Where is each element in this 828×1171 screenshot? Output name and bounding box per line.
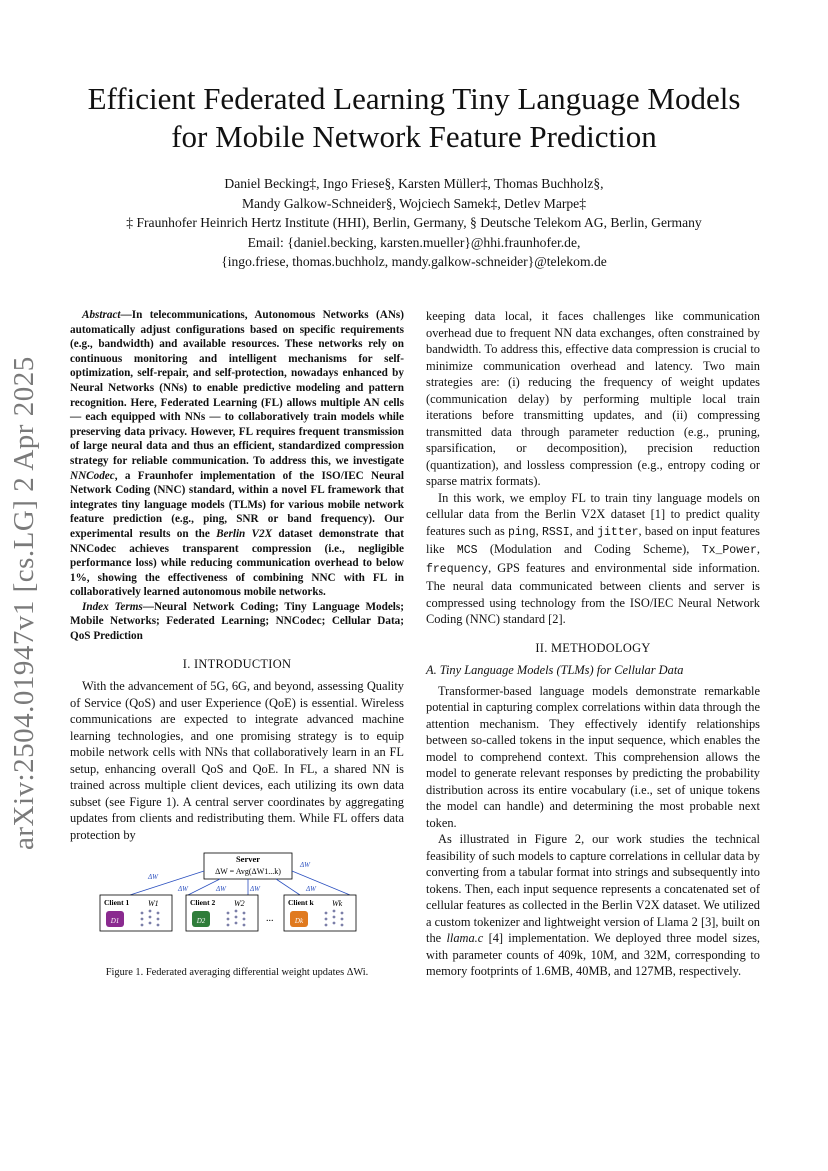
section-heading-introduction: I. INTRODUCTION xyxy=(182,656,292,671)
abstract-nncodec: NNCodec xyxy=(70,469,115,482)
server-formula: ΔW = Avg(ΔW1...k) xyxy=(215,867,281,877)
abstract-text-3: dataset demonstrate that NNCodec achieves transparent compression (i.e., negligible performance loss) while reducing communication overhead to below 1%, showing the effectiveness of combining NNC with FL in collaboratively learned autonomous mobile networks. xyxy=(70,527,404,599)
client-2-data: D2 xyxy=(196,917,206,926)
client-2-weights: W2 xyxy=(234,899,245,909)
email-line-1: Email: {daniel.becking, karsten.mueller}@hhi.fraunhofer.de, xyxy=(247,234,581,250)
feature-tx-power: Tx_Power xyxy=(701,544,757,557)
paper-title xyxy=(40,80,788,156)
feature-mcs: MCS xyxy=(456,544,478,557)
index-terms xyxy=(70,600,404,644)
feature-frequency: frequency xyxy=(426,562,489,576)
svg-text:ΔW: ΔW xyxy=(178,885,188,894)
figure-1-diagram xyxy=(70,849,404,959)
llama-c-ref: llama.c xyxy=(446,931,484,945)
methodology-paragraph-2: As illustrated in Figure 2, our work studies the technical feasibility of such models to capture correlations in cellular data by converting from a tabular format into strings and subsequently into tokens. Then, each input sequence represents a concatenated set of cellular features as collected in the Berlin V2X dataset. We utilized a custom tokenizer and lightweight version of Llama 2 [3], built on the llama.c [4] implementation. We deployed three model sizes, with parameter counts of 409k, 10M, and 32M, corresponding to memory footprints of 1.6MB, 40MB, and 127MB, respectively. xyxy=(426,832,760,978)
right-paragraph-1: keeping data local, it faces challenges like communication overhead due to frequent NN data exchanges, often constrained by bandwidth. To address this, effective data compression is crucial to minimize communication overhead and latency. Two main strategies are: (i) reducing the frequency of weight updates (communication delay) by performing multiple local train iterations before transmitting updates, and (ii) compressing transmitted data through parameter reduction (e.g., pruning, sparsification, or decomposition), precision reduction (quantization), and lossless compression (e.g., entropy coding or sparse matrix formats). xyxy=(426,309,760,488)
abstract-berlin: Berlin V2X xyxy=(216,527,273,540)
svg-text:ΔW: ΔW xyxy=(300,861,310,870)
author-block xyxy=(60,174,768,272)
right-column xyxy=(426,308,760,980)
more-clients-ellipsis: ... xyxy=(266,913,274,925)
svg-text:ΔW: ΔW xyxy=(216,885,226,894)
client-1-label: Client 1 xyxy=(104,898,130,908)
svg-text:ΔW: ΔW xyxy=(306,885,316,894)
svg-text:ΔW: ΔW xyxy=(148,873,158,882)
client-k-data: Dk xyxy=(294,917,304,926)
methodology-paragraph-1: Transformer-based language models demonstrate remarkable potential in capturing complex correlations within data through the attention mechanism. They effectively identify relationships between so-called tokens in the input sequence, which enables the model to comprehend context. This comprehension allows the model to generate relevant responses by predicting the probability distribution across its entire vocabulary (i.e., set of unique tokens the model can handle) and determining the most probable next token. xyxy=(426,683,760,830)
intro-paragraph-1: With the advancement of 5G, 6G, and beyond, assessing Quality of Service (QoS) and user Experience (QoE) is essential. Wireless communications are expected to integrate advanced machine learning technologies, and one promising strategy is to equip mobile network cells with NNs that collaboratively learn in an FL setup, enhancing overall QoS and QoE. In FL, a shared NN is trained across multiple client devices, each utilizing its own data subset (see Figure 1). A central server coordinates by aggregating updates from clients and redistributing them. While FL offers data protection by xyxy=(70,679,404,842)
feature-jitter: jitter xyxy=(597,525,639,539)
index-terms-label: Index Terms xyxy=(82,600,143,613)
svg-text:ΔW: ΔW xyxy=(250,885,260,894)
author-line-2: Mandy Galkow-Schneider§, Wojciech Samek‡, Detlev Marpe‡ xyxy=(241,195,587,211)
abstract-label: Abstract xyxy=(82,309,121,321)
client-1-weights: W1 xyxy=(148,899,159,909)
figure-1-caption: Figure 1. Federated averaging differential weight updates ΔWi. xyxy=(105,966,369,978)
title-line-1: Efficient Federated Learning Tiny Language Models xyxy=(87,81,741,116)
email-line-2: {ingo.friese, thomas.buchholz, mandy.galkow-schneider}@telekom.de xyxy=(221,254,607,269)
client-k-label: Client k xyxy=(288,898,314,908)
abstract-text-1: —In telecommunications, Autonomous Networks (ANs) automatically adjust configurations based on specific requirements (e.g., bandwidth) and available resources. These networks rely on continuous monitoring and intelligent mechanisms for self-optimization, self-repair, and self-protection, nowadays enhanced by Neural Networks (NNs) to enable predictive modeling and pattern recognition. Here, Federated Learning (FL) allows multiple AN cells — each equipped with NNs — to collaboratively train models while preserving data privacy. However, FL requires frequent transmission of large neural data and thus an efficient, standardized compression strategy for reliable communication. To address this, we investigate xyxy=(70,309,404,467)
author-line-1: Daniel Becking‡, Ingo Friese§, Karsten Müller‡, Thomas Buchholz§, xyxy=(224,176,604,191)
client-k-weights: Wk xyxy=(332,899,343,909)
figure-1 xyxy=(70,849,404,978)
left-column xyxy=(70,308,404,978)
abstract xyxy=(70,308,404,600)
feature-ping: ping xyxy=(508,525,536,539)
client-1-data: D1 xyxy=(110,917,120,926)
right-paragraph-2: In this work, we employ FL to train tiny language models on cellular data from the Berlin V2X dataset [1] to predict quality features such as ping, RSSI, and jitter, based on input features like MCS (Modulation and Coding Scheme), Tx_Power, frequency, GPS features and environmental side information. The neural data communicated between clients and server is compressed using technology from the ISO/IEC Neural Network Coding (NNC) standard [2]. xyxy=(426,490,761,626)
client-2-label: Client 2 xyxy=(190,898,216,908)
subsection-heading-tlm: A. Tiny Language Models (TLMs) for Cellular Data xyxy=(426,663,684,677)
arxiv-stamp: arXiv:2504.01947v1 [cs.LG] 2 Apr 2025 xyxy=(8,356,40,850)
index-terms-text: —Neural Network Coding; Tiny Language Models; Mobile Networks; Federated Learning; NNCodec; Cellular Data; QoS Prediction xyxy=(70,600,404,643)
affiliation-line: ‡ Fraunhofer Heinrich Hertz Institute (HHI), Berlin, Germany, § Deutsche Telekom AG, Berlin, Germany xyxy=(126,215,702,230)
section-heading-methodology: II. METHODOLOGY xyxy=(535,640,651,655)
server-label: Server xyxy=(235,854,261,865)
abstract-text-2: , a Fraunhofer implementation of the ISO/IEC Neural Network Coding (NNC) standard, within a novel FL framework that integrates tiny language models (TLMs) for various mobile network feature prediction (e.g., ping, SNR or band frequency). Our experimental results on the xyxy=(70,469,404,540)
feature-rssi: RSSI xyxy=(542,525,570,539)
title-line-2: for Mobile Network Feature Prediction xyxy=(171,119,657,154)
